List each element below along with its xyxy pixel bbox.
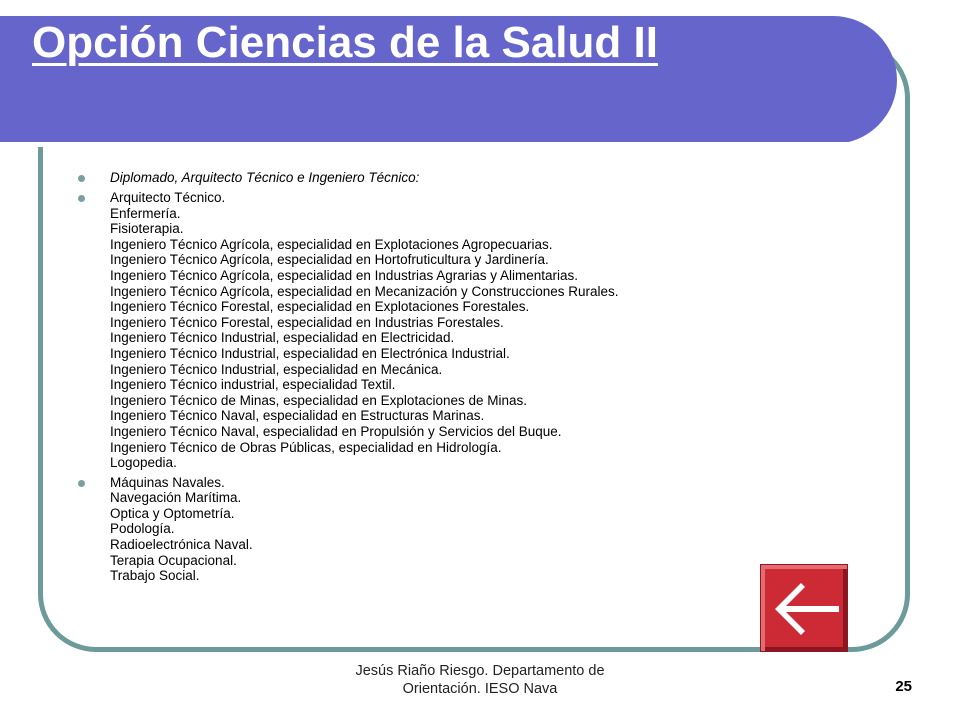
left-arrow-icon bbox=[761, 565, 849, 653]
degree-item: Ingeniero Técnico Agrícola, especialidad en Industrias Agrarias y Alimentarias. bbox=[110, 267, 579, 283]
bullet-list bbox=[76, 170, 836, 584]
degree-item: Arquitecto Técnico. bbox=[110, 190, 226, 205]
bullet-dot bbox=[78, 480, 85, 487]
degree-item: Ingeniero Técnico Forestal, especialidad en Explotaciones Forestales. bbox=[110, 299, 530, 315]
degree-item: Logopedia. bbox=[110, 455, 177, 471]
bullet-dot bbox=[78, 175, 85, 182]
degree-item: Ingeniero Técnico Forestal, especialidad en Industrias Forestales. bbox=[110, 314, 504, 330]
degree-item: Ingeniero Técnico de Obras Públicas, especialidad en Hidrología. bbox=[110, 439, 502, 455]
degree-item: Radioelectrónica Naval. bbox=[110, 537, 253, 553]
page-number: 25 bbox=[895, 678, 912, 695]
slide-title: Opción Ciencias de la Salud II bbox=[32, 18, 658, 67]
degree-list-2 bbox=[110, 475, 836, 584]
degree-item: Ingeniero Técnico de Minas, especialidad en Explotaciones de Minas. bbox=[110, 392, 528, 408]
degree-item: Podología. bbox=[110, 521, 175, 537]
title-divider bbox=[0, 142, 848, 147]
footer bbox=[330, 662, 630, 698]
degree-item: Trabajo Social. bbox=[110, 568, 200, 584]
bullet-group-2 bbox=[76, 475, 836, 584]
degree-item: Ingeniero Técnico Agrícola, especialidad en Hortofruticultura y Jardinería. bbox=[110, 252, 549, 268]
degree-item: Ingeniero Técnico Industrial, especialidad en Electrónica Industrial. bbox=[110, 345, 510, 361]
footer-author: Jesús Riaño Riesgo. Departamento de bbox=[355, 663, 605, 679]
degree-item: Optica y Optometría. bbox=[110, 505, 235, 521]
degree-item: Máquinas Navales. bbox=[110, 474, 225, 490]
degree-item: Ingeniero Técnico Industrial, especialidad en Electricidad. bbox=[110, 330, 455, 346]
degree-item: Ingeniero Técnico industrial, especialidad Textil. bbox=[110, 377, 396, 393]
degree-item: Ingeniero Técnico Naval, especialidad en Estructuras Marinas. bbox=[110, 408, 485, 424]
content-area bbox=[76, 170, 836, 588]
degree-list-1 bbox=[110, 190, 836, 471]
degree-item: Navegación Marítima. bbox=[110, 490, 242, 506]
degree-item: Ingeniero Técnico Naval, especialidad en Propulsión y Servicios del Buque. bbox=[110, 423, 562, 439]
degree-item: Terapia Ocupacional. bbox=[110, 552, 237, 568]
bullet-intro bbox=[76, 170, 836, 186]
degree-item: Enfermería. bbox=[110, 205, 181, 221]
degree-item: Ingeniero Técnico Industrial, especialidad en Mecánica. bbox=[110, 361, 443, 377]
degree-item: Ingeniero Técnico Agrícola, especialidad en Mecanización y Construcciones Rurales. bbox=[110, 283, 619, 299]
degree-item: Ingeniero Técnico Agrícola, especialidad en Explotaciones Agropecuarias. bbox=[110, 236, 553, 252]
bullet-group-1 bbox=[76, 190, 836, 471]
intro-text: Diplomado, Arquitecto Técnico e Ingeniero Técnico: bbox=[110, 170, 420, 185]
degree-item: Fisioterapia. bbox=[110, 221, 184, 237]
back-button[interactable] bbox=[760, 564, 848, 652]
footer-institution: Orientación. IESO Nava bbox=[402, 681, 558, 697]
bullet-dot bbox=[78, 195, 85, 202]
